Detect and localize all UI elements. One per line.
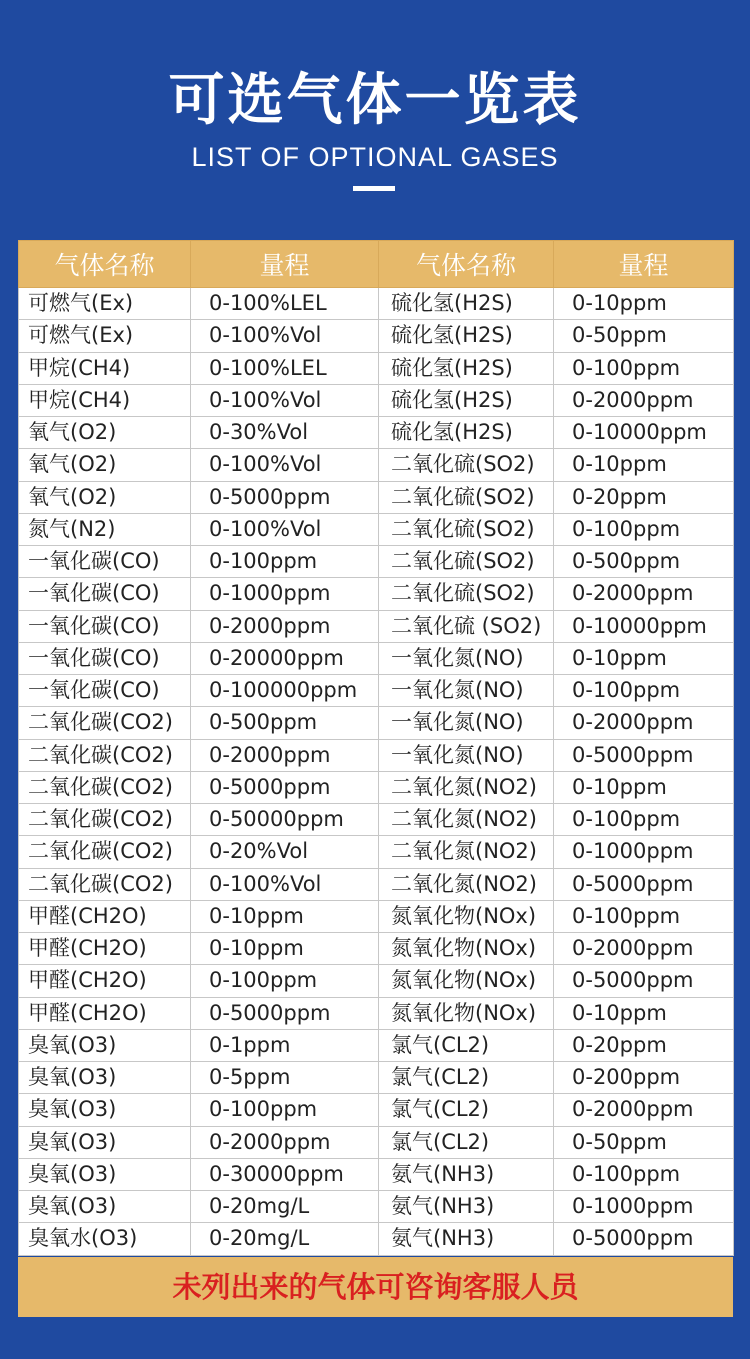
range-cell: 0-2000ppm (554, 578, 734, 610)
range-cell: 0-50ppm (554, 320, 734, 352)
range-cell: 0-1000ppm (554, 836, 734, 868)
range-cell: 0-2000ppm (554, 1094, 734, 1126)
gas-name-cell: 臭氧(O3) (19, 1158, 191, 1190)
table-row (19, 739, 734, 771)
range-cell: 0-5000ppm (554, 739, 734, 771)
range-cell: 0-20000ppm (191, 642, 379, 674)
gas-name-cell: 氮氧化物(NOx) (379, 900, 554, 932)
table-row (19, 481, 734, 513)
table-row (19, 642, 734, 674)
range-cell: 0-5ppm (191, 1062, 379, 1094)
range-cell: 0-100%Vol (191, 868, 379, 900)
gas-name-cell: 甲醛(CH2O) (19, 900, 191, 932)
range-cell: 0-2000ppm (554, 384, 734, 416)
gas-name-cell: 氮氧化物(NOx) (379, 933, 554, 965)
gas-name-cell: 氯气(CL2) (379, 1029, 554, 1061)
range-cell: 0-100%Vol (191, 320, 379, 352)
table-row (19, 1191, 734, 1223)
page-header (0, 0, 750, 240)
gas-name-cell: 氮氧化物(NOx) (379, 997, 554, 1029)
range-cell: 0-20mg/L (191, 1191, 379, 1223)
gas-name-cell: 可燃气(Ex) (19, 320, 191, 352)
gas-name-cell: 二氧化硫(SO2) (379, 513, 554, 545)
range-cell: 0-5000ppm (191, 771, 379, 803)
range-cell: 0-100ppm (554, 1158, 734, 1190)
gas-name-cell: 臭氧(O3) (19, 1191, 191, 1223)
table-row (19, 804, 734, 836)
table-row (19, 417, 734, 449)
gas-name-cell: 臭氧(O3) (19, 1094, 191, 1126)
range-cell: 0-100ppm (554, 804, 734, 836)
gas-name-cell: 二氧化氮(NO2) (379, 804, 554, 836)
range-cell: 0-10ppm (554, 997, 734, 1029)
gas-name-cell: 一氧化碳(CO) (19, 675, 191, 707)
table-row (19, 320, 734, 352)
range-cell: 0-100ppm (554, 352, 734, 384)
range-cell: 0-10000ppm (554, 610, 734, 642)
table-row (19, 707, 734, 739)
table-row (19, 675, 734, 707)
gas-name-cell: 二氧化碳(CO2) (19, 771, 191, 803)
gas-name-cell: 二氧化硫(SO2) (379, 449, 554, 481)
gas-name-cell: 硫化氢(H2S) (379, 352, 554, 384)
gas-name-cell: 氮氧化物(NOx) (379, 965, 554, 997)
range-cell: 0-100%Vol (191, 384, 379, 416)
gas-name-cell: 二氧化碳(CO2) (19, 836, 191, 868)
table-row (19, 868, 734, 900)
range-cell: 0-50ppm (554, 1126, 734, 1158)
range-cell: 0-20ppm (554, 481, 734, 513)
table-row (19, 513, 734, 545)
gas-name-cell: 甲醛(CH2O) (19, 965, 191, 997)
gas-name-cell: 臭氧水(O3) (19, 1223, 191, 1255)
range-cell: 0-5000ppm (191, 481, 379, 513)
title-divider (353, 186, 395, 191)
table-header-row (19, 241, 734, 288)
range-cell: 0-100ppm (191, 546, 379, 578)
table-row (19, 610, 734, 642)
table-row (19, 900, 734, 932)
footer-banner (18, 1257, 733, 1317)
range-cell: 0-10ppm (554, 771, 734, 803)
gas-name-cell: 臭氧(O3) (19, 1029, 191, 1061)
range-cell: 0-20%Vol (191, 836, 379, 868)
table-row (19, 1223, 734, 1255)
page-subtitle: LIST OF OPTIONAL GASES (191, 142, 559, 172)
table-row (19, 1062, 734, 1094)
table-row (19, 771, 734, 803)
gas-name-cell: 一氧化氮(NO) (379, 739, 554, 771)
range-cell: 0-100%Vol (191, 449, 379, 481)
range-cell: 0-5000ppm (554, 965, 734, 997)
gas-name-cell: 一氧化碳(CO) (19, 578, 191, 610)
gas-name-cell: 甲烷(CH4) (19, 352, 191, 384)
table-row (19, 546, 734, 578)
gas-name-cell: 氯气(CL2) (379, 1126, 554, 1158)
gas-table-container (18, 240, 733, 1256)
gas-name-cell: 氧气(O2) (19, 481, 191, 513)
gas-name-cell: 甲醛(CH2O) (19, 933, 191, 965)
column-header-range: 量程 (554, 241, 734, 288)
gas-name-cell: 二氧化氮(NO2) (379, 836, 554, 868)
range-cell: 0-500ppm (191, 707, 379, 739)
gas-name-cell: 可燃气(Ex) (19, 288, 191, 320)
range-cell: 0-10ppm (554, 642, 734, 674)
gas-name-cell: 臭氧(O3) (19, 1062, 191, 1094)
gas-name-cell: 一氧化碳(CO) (19, 610, 191, 642)
range-cell: 0-1000ppm (191, 578, 379, 610)
gas-name-cell: 二氧化氮(NO2) (379, 868, 554, 900)
gas-name-cell: 臭氧(O3) (19, 1126, 191, 1158)
gas-name-cell: 一氧化氮(NO) (379, 675, 554, 707)
gas-name-cell: 甲醛(CH2O) (19, 997, 191, 1029)
gas-table (18, 240, 734, 1256)
gas-name-cell: 氨气(NH3) (379, 1223, 554, 1255)
range-cell: 0-30000ppm (191, 1158, 379, 1190)
range-cell: 0-100%LEL (191, 352, 379, 384)
table-row (19, 1158, 734, 1190)
range-cell: 0-20mg/L (191, 1223, 379, 1255)
range-cell: 0-10ppm (191, 900, 379, 932)
range-cell: 0-5000ppm (191, 997, 379, 1029)
gas-name-cell: 甲烷(CH4) (19, 384, 191, 416)
table-row (19, 933, 734, 965)
range-cell: 0-1ppm (191, 1029, 379, 1061)
gas-name-cell: 一氧化氮(NO) (379, 707, 554, 739)
range-cell: 0-1000ppm (554, 1191, 734, 1223)
range-cell: 0-100000ppm (191, 675, 379, 707)
gas-name-cell: 氨气(NH3) (379, 1158, 554, 1190)
gas-name-cell: 氧气(O2) (19, 449, 191, 481)
range-cell: 0-2000ppm (191, 1126, 379, 1158)
gas-name-cell: 二氧化碳(CO2) (19, 739, 191, 771)
table-row (19, 1029, 734, 1061)
range-cell: 0-10000ppm (554, 417, 734, 449)
range-cell: 0-200ppm (554, 1062, 734, 1094)
range-cell: 0-100%LEL (191, 288, 379, 320)
range-cell: 0-2000ppm (554, 707, 734, 739)
range-cell: 0-10ppm (554, 449, 734, 481)
range-cell: 0-2000ppm (554, 933, 734, 965)
gas-name-cell: 氧气(O2) (19, 417, 191, 449)
gas-name-cell: 二氧化硫 (SO2) (379, 610, 554, 642)
table-row (19, 352, 734, 384)
gas-name-cell: 二氧化氮(NO2) (379, 771, 554, 803)
gas-name-cell: 二氧化碳(CO2) (19, 868, 191, 900)
table-row (19, 288, 734, 320)
range-cell: 0-5000ppm (554, 1223, 734, 1255)
gas-name-cell: 一氧化氮(NO) (379, 642, 554, 674)
gas-name-cell: 二氧化硫(SO2) (379, 578, 554, 610)
gas-name-cell: 一氧化碳(CO) (19, 642, 191, 674)
range-cell: 0-10ppm (554, 288, 734, 320)
range-cell: 0-100%Vol (191, 513, 379, 545)
range-cell: 0-500ppm (554, 546, 734, 578)
column-header-range: 量程 (191, 241, 379, 288)
column-header-gas-name: 气体名称 (379, 241, 554, 288)
gas-name-cell: 硫化氢(H2S) (379, 417, 554, 449)
gas-name-cell: 二氧化碳(CO2) (19, 804, 191, 836)
gas-name-cell: 二氧化硫(SO2) (379, 546, 554, 578)
column-header-gas-name: 气体名称 (19, 241, 191, 288)
footer-note: 未列出来的气体可咨询客服人员 (172, 1270, 579, 1304)
table-row (19, 384, 734, 416)
range-cell: 0-30%Vol (191, 417, 379, 449)
table-row (19, 1094, 734, 1126)
gas-name-cell: 二氧化硫(SO2) (379, 481, 554, 513)
gas-name-cell: 氯气(CL2) (379, 1094, 554, 1126)
range-cell: 0-100ppm (554, 513, 734, 545)
table-row (19, 965, 734, 997)
gas-name-cell: 二氧化碳(CO2) (19, 707, 191, 739)
range-cell: 0-10ppm (191, 933, 379, 965)
range-cell: 0-100ppm (191, 1094, 379, 1126)
gas-name-cell: 氮气(N2) (19, 513, 191, 545)
gas-name-cell: 硫化氢(H2S) (379, 288, 554, 320)
table-row (19, 1126, 734, 1158)
gas-name-cell: 硫化氢(H2S) (379, 320, 554, 352)
table-row (19, 836, 734, 868)
range-cell: 0-2000ppm (191, 610, 379, 642)
range-cell: 0-100ppm (554, 675, 734, 707)
page-title: 可选气体一览表 (168, 68, 582, 133)
table-row (19, 449, 734, 481)
range-cell: 0-5000ppm (554, 868, 734, 900)
range-cell: 0-50000ppm (191, 804, 379, 836)
gas-name-cell: 氯气(CL2) (379, 1062, 554, 1094)
range-cell: 0-100ppm (191, 965, 379, 997)
table-body (19, 288, 734, 1256)
table-row (19, 578, 734, 610)
range-cell: 0-100ppm (554, 900, 734, 932)
gas-name-cell: 硫化氢(H2S) (379, 384, 554, 416)
range-cell: 0-20ppm (554, 1029, 734, 1061)
gas-name-cell: 氨气(NH3) (379, 1191, 554, 1223)
gas-name-cell: 一氧化碳(CO) (19, 546, 191, 578)
table-row (19, 997, 734, 1029)
range-cell: 0-2000ppm (191, 739, 379, 771)
